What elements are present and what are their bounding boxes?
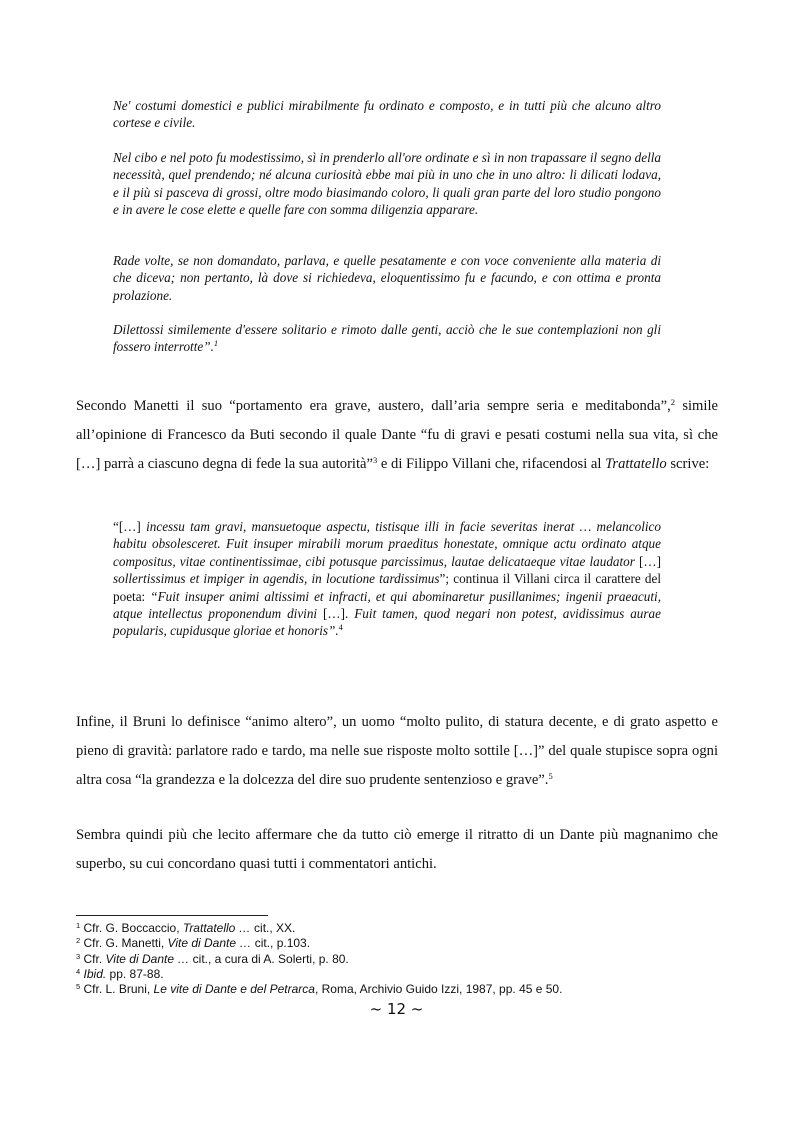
footnote-2-number: 2 <box>76 936 81 946</box>
footnote-4-number: 4 <box>76 966 81 976</box>
paragraph-bruni-text: Infine, il Bruni lo definisce “animo altero”, un uomo “molto pulito, di statura decente, e di grato aspetto e pieno di gravità: parlatore rado e tardo, ma nelle sue risposte molto sottile […]” del quale stupisce sopra ogni altra cosa “la grandezza e la dolcezza del dire suo prudente sentenzioso e grave”. <box>76 714 718 788</box>
footnote-divider <box>76 915 268 916</box>
footnote-3-title: Vite di Dante … <box>105 951 190 966</box>
footnote-2-title: Vite di Dante … <box>167 936 252 951</box>
quote-paragraph-3: Rade volte, se non domandato, parlava, e quelle pesatamente e con voce conveniente alla materia di che diceva; non pertanto, là dove si richiedeva, eloquentissimo fu e facundo, e con ottima e pronta prolazione. <box>113 253 661 303</box>
footnotes <box>76 921 716 997</box>
footnote-1-text: Cfr. G. Boccaccio, <box>80 921 183 935</box>
footnote-3-number: 3 <box>76 951 81 961</box>
quote-paragraph-2: Nel cibo e nel poto fu modestissimo, sì in prenderlo all'ore ordinate e sì in non trapassare il segno della necessità, quel prendendo; né alcuna curiosità ebbe mai più in uno che in uno altro: li dilicati lodava, e il più si pasceva di grossi, oltre modo biasimando coloro, li quali gran parte del loro studio pongono e in avere le cose elette e quelle fare con somma diligenzia apparare. <box>113 150 661 218</box>
latin-quote-part-4: Fuit tamen, quod negari non potest, avidissimus aurae popularis, cupidusque gloriae et honoris”. <box>113 606 661 639</box>
latin-quote-part-3: “Fuit insuper animi altissimi et infracti, et qui abominaretur pusillanimes; ingenii praeacuti, atque intellectus proponendum divini <box>113 588 661 622</box>
paragraph-manetti-text-3: e di Filippo Villani che, rifacendosi al <box>377 456 606 472</box>
footnote-4-title: Ibid. <box>83 966 107 981</box>
footnote-1-number: 1 <box>76 921 81 930</box>
footnote-1 <box>76 921 716 936</box>
footnote-4-rest: pp. 87-88. <box>106 966 164 981</box>
latin-quote-part-2: sollertissimus et impiger in agendis, in locutione tardissimus <box>113 571 440 587</box>
quote-paragraph-4-text: Dilettossi similemente d'essere solitario e rimoto dalle genti, acciò che le sue contemplazioni non gli fossero interrotte”. <box>113 322 661 355</box>
footnote-5 <box>76 982 716 997</box>
footnote-ref-2[interactable]: 2 <box>670 397 675 407</box>
paragraph-manetti <box>76 392 718 479</box>
footnote-ref-3[interactable]: 3 <box>373 455 378 465</box>
paragraph-manetti-text-2: simile all’opinione di Francesco da Buti secondo il quale Dante “fu di gravi e pesati costumi nella sua vita, sì che […] parrà a ciascuno degna di fede la sua autorità” <box>76 398 718 472</box>
page-number: ~ 12 ~ <box>369 1000 424 1018</box>
latin-quote-connector: ”; continua il Villani circa il carattere del poeta: <box>113 571 661 604</box>
quote-paragraph-4 <box>113 321 661 356</box>
footnote-2-rest: cit., p.103. <box>251 936 311 951</box>
latin-quote-ellipsis-2: […]. <box>317 606 355 622</box>
latin-quote-open: “[…] <box>113 519 147 534</box>
latin-quote <box>113 518 661 640</box>
footnote-ref-4[interactable]: 4 <box>338 622 343 633</box>
footnote-5-rest: , Roma, Archivio Guido Izzi, 1987, pp. 45 e 50. <box>314 982 563 997</box>
footnote-5-number: 5 <box>76 982 81 992</box>
footnote-5-text: Cfr. L. Bruni, <box>80 982 154 997</box>
paragraph-manetti-text-1: Secondo Manetti il suo “portamento era grave, austero, dall’aria sempre seria e meditabonda”, <box>76 398 671 414</box>
quote-paragraph-1: Ne' costumi domestici e publici mirabilmente fu ordinato e composto, e in tutti più che alcuno altro cortese e civile. <box>113 98 661 131</box>
footnote-ref-5[interactable]: 5 <box>548 771 553 781</box>
latin-quote-ellipsis-1: […] <box>634 553 661 569</box>
footnote-3-text: Cfr. <box>80 951 106 966</box>
paragraph-bruni <box>76 708 718 795</box>
footnote-5-title: Le vite di Dante e del Petrarca <box>153 982 315 997</box>
footnote-2 <box>76 936 716 951</box>
footnote-3 <box>76 952 716 967</box>
footnote-1-rest: cit., XX. <box>250 921 296 935</box>
work-title-trattatello: Trattatello <box>605 456 667 472</box>
footnote-4 <box>76 967 716 982</box>
footnote-ref-1[interactable]: 1 <box>213 338 219 349</box>
footnote-3-rest: cit., a cura di A. Solerti, p. 80. <box>189 951 349 966</box>
latin-quote-part-1: incessu tam gravi, mansuetoque aspectu, tistisque illi in facie severitas inerat … melancolico habitu obsolesceret. Fuit insuper mirabili morum praeditus honestate, omnique actu ordinato atque compositus, vitae continentissimae, cibi potusque parcissimus, lautae delicataeque vitae laudator <box>113 519 661 569</box>
paragraph-manetti-text-4: scrive: <box>666 456 710 472</box>
footnote-1-title: Trattatello … <box>182 921 251 935</box>
footnote-2-text: Cfr. G. Manetti, <box>80 936 168 951</box>
paragraph-conclusion: Sembra quindi più che lecito affermare che da tutto ciò emerge il ritratto di un Dante più magnanimo che superbo, su cui concordano quasi tutti i commentatori antichi. <box>76 827 718 872</box>
